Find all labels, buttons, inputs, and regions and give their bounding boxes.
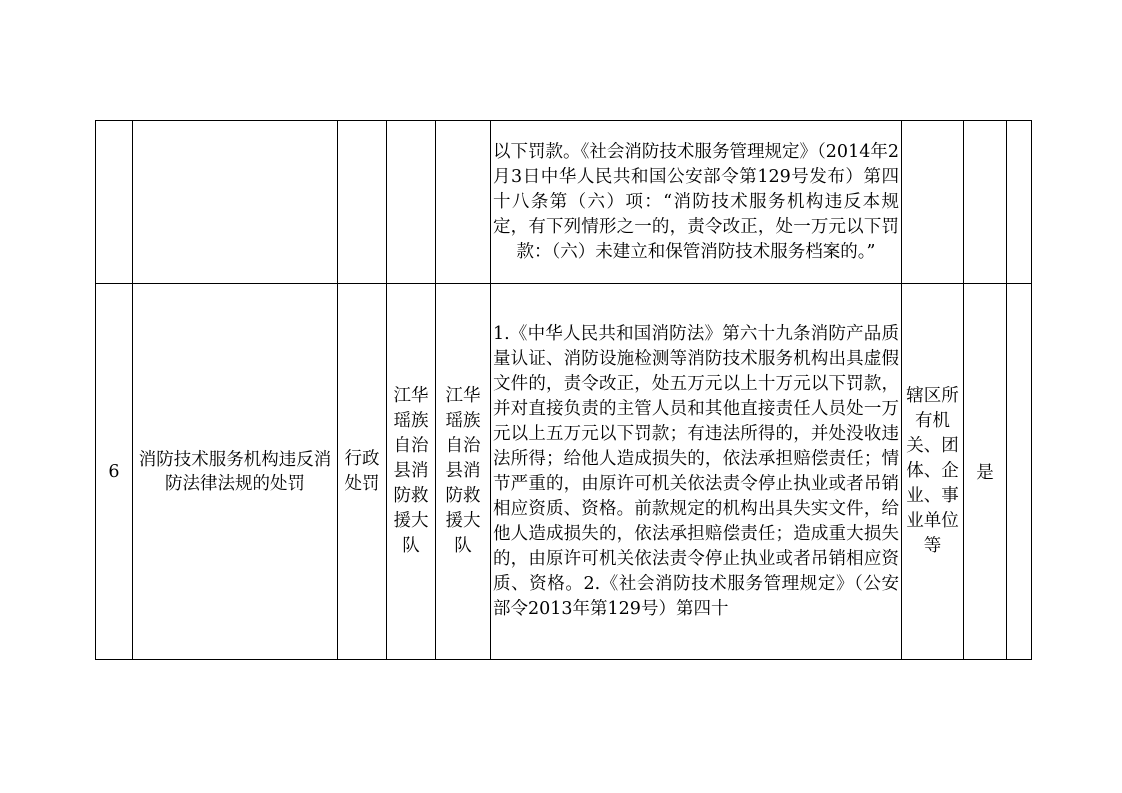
target-cell — [902, 121, 964, 284]
implementer-cell — [387, 121, 436, 284]
category-cell — [338, 284, 387, 660]
table-row-6 — [96, 284, 1032, 660]
basis-cell — [491, 284, 902, 660]
basis-cell — [491, 121, 902, 284]
item-name-cell — [133, 121, 338, 284]
seq-cell — [96, 121, 133, 284]
category-cell — [338, 121, 387, 284]
power-list-table — [95, 120, 1032, 660]
flag-text: 是 — [976, 463, 994, 483]
flag-cell — [964, 284, 1007, 660]
flag-cell — [964, 121, 1007, 284]
table-row-continued — [96, 121, 1032, 284]
seq-number: 6 — [108, 461, 120, 482]
note-cell — [1007, 121, 1032, 284]
seq-cell — [96, 284, 133, 660]
responsible-unit-text: 江华瑶族自治县消防救援大队 — [445, 386, 481, 556]
category-text: 行政处罚 — [344, 448, 380, 494]
implementer-text: 江华瑶族自治县消防救援大队 — [393, 386, 429, 556]
target-cell — [902, 284, 964, 660]
target-text: 辖区所有机关、团体、企业、事业单位等 — [906, 386, 959, 556]
note-cell — [1007, 284, 1032, 660]
item-name: 消防技术服务机构违反消防法律法规的处罚 — [138, 449, 332, 494]
item-name-cell — [133, 284, 338, 660]
responsible-unit-cell — [436, 284, 491, 660]
responsible-unit-cell — [436, 121, 491, 284]
basis-text-continued: 以下罚款。《社会消防技术服务管理规定》（2014年2月3日中华人民共和国公安部令第129号发布）第四十八条第（六）项：“消防技术服务机构违反本规定，有下列情形之一的，责令改正，处一万元以下罚款：（六）未建立和保管消防技术服务档案的。” — [493, 141, 899, 262]
basis-text: 1.《中华人民共和国消防法》第六十九条消防产品质量认证、消防设施检测等消防技术服务机构出具虚假文件的，责令改正，处五万元以上十万元以下罚款，并对直接负责的主管人员和其他直接责任人员处一万元以上五万元以下罚款；有违法所得的，并处没收违法所得；给他人造成损失的，依法承担赔偿责任；情节严重的，由原许可机关依法责令停止执业或者吊销相应资质、资格。前款规定的机构出具失实文件，给他人造成损失的，依法承担赔偿责任；造成重大损失的，由原许可机关依法责令停止执业或者吊销相应资质、资格。2.《社会消防技术服务管理规定》（公安部令2013年第129号）第四十 — [493, 323, 899, 619]
implementer-cell — [387, 284, 436, 660]
